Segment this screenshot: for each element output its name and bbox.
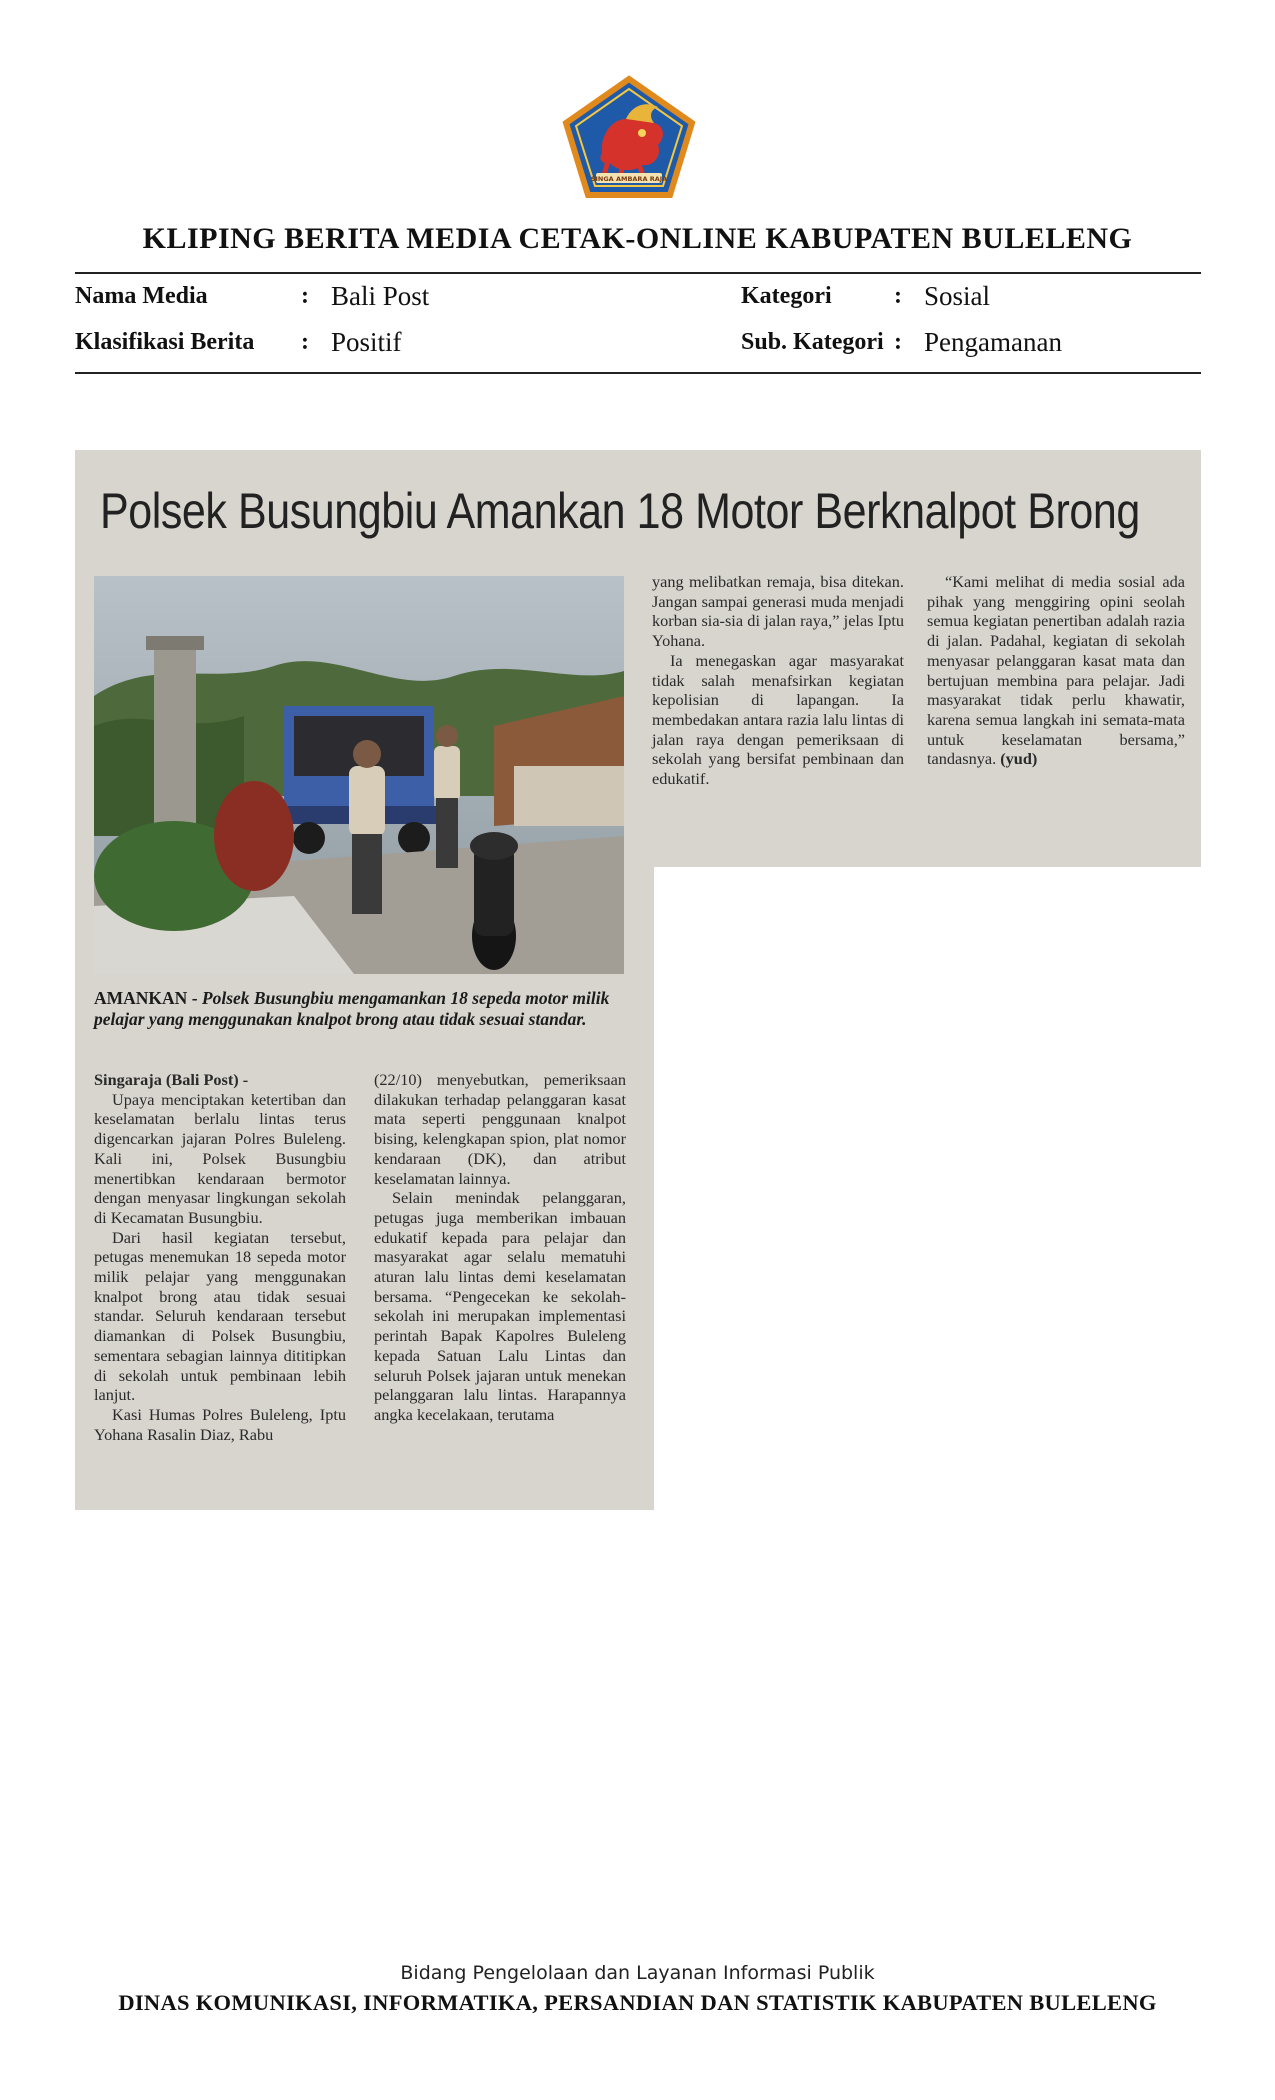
- logo-text: SINGA AMBARA RAJA: [590, 175, 668, 183]
- subcategory-label: Sub. Kategori: [741, 329, 884, 355]
- page-title: KLIPING BERITA MEDIA CETAK-ONLINE KABUPATEN BULELENG: [142, 222, 1133, 255]
- media-colon: :: [301, 283, 309, 309]
- photo-caption: [94, 988, 629, 1030]
- article-column-1: [94, 1070, 346, 1444]
- category-label: Kategori: [741, 283, 832, 309]
- footer-agency: DINAS KOMUNIKASI, INFORMATIKA, PERSANDIAN DAN STATISTIK KABUPATEN BULELENG: [118, 1990, 1157, 2015]
- caption-text: Polsek Busungbiu mengamankan 18 sepeda motor milik pelajar yang menggunakan knalpot brong atau tidak sesuai standar.: [94, 988, 610, 1029]
- article-headline: Polsek Busungbiu Amankan 18 Motor Berknalpot Brong: [100, 483, 1140, 539]
- header-rule-bottom: [75, 372, 1201, 374]
- singa-ambara-raja-emblem-icon: [562, 75, 696, 199]
- article-paragraph: [927, 572, 1185, 769]
- media-value: Bali Post: [331, 281, 430, 311]
- article-paragraph: Kasi Humas Polres Buleleng, Iptu Yohana Rasalin Diaz, Rabu: [94, 1404, 346, 1444]
- article-column-4: [927, 572, 1185, 769]
- classification-value: Positif: [331, 327, 402, 357]
- motorcycle-seizure-photo: [94, 576, 624, 974]
- article-paragraph: Dari hasil kegiatan tersebut, petugas menemukan 18 sepeda motor milik pelajar yang menggunakan knalpot brong atau tidak sesuai standar. Seluruh kendaraan tersebut diamankan di Polsek Busungbiu, sementara sebagian lainnya dititipkan di sekolah untuk pembinaan lebih lanjut.: [94, 1227, 346, 1405]
- subcategory-value: Pengamanan: [924, 327, 1062, 357]
- footer-unit: Bidang Pengelolaan dan Layanan Informasi Publik: [400, 1962, 875, 1984]
- article-column-2: [374, 1070, 626, 1425]
- header-rule-top: [75, 272, 1201, 274]
- article-paragraph: Upaya menciptakan ketertiban dan keselamatan berlalu lintas terus digencarkan jajaran Polres Buleleng. Kali ini, Polsek Busungbiu menertibkan kendaraan bermotor dengan menyasar lingkungan sekolah di Kecamatan Busungbiu.: [94, 1089, 346, 1227]
- article-column-3: [652, 572, 904, 789]
- article-signoff: (yud): [1000, 749, 1038, 769]
- article-paragraph: Ia menegaskan agar masyarakat tidak salah menafsirkan kegiatan kepolisian di lapangan. Ia membedakan antara razia lalu lintas di jalan raya dengan pemeriksaan di sekolah yang bersifat pembinaan dan edukatif.: [652, 650, 904, 789]
- category-colon: :: [894, 283, 902, 309]
- classification-colon: :: [301, 329, 309, 355]
- article-quote: “Kami melihat di media sosial ada pihak yang menggiring opini seolah semua kegiatan penertiban adalah razia di jalan. Padahal, kegiatan di sekolah menyasar pelanggaran kasat mata dan bertujuan membina para pelajar. Jadi masyarakat tidak perlu khawatir, karena semua langkah ini semata-mata untuk keselamatan bersama,” tandasnya.: [927, 572, 1185, 769]
- category-value: Sosial: [924, 281, 991, 311]
- article-paragraph: Selain menindak pelanggaran, petugas juga memberikan imbauan edukatif kepada para pelajar dan masyarakat agar selalu mematuhi aturan lalu lintas demi keselamatan bersama. “Pengecekan ke sekolah-sekolah ini merupakan implementasi perintah Bapak Kapolres Buleleng kepada Satuan Lalu Lintas dan seluruh Polsek jajaran untuk menekan pelanggaran lalu lintas. Harapannya angka kecelakaan, terutama: [374, 1188, 626, 1424]
- classification-label: Klasifikasi Berita: [75, 329, 255, 355]
- article-paragraph: yang melibatkan remaja, bisa ditekan. Jangan sampai generasi muda menjadi korban sia-sia di jalan raya,” jelas Iptu Yohana.: [652, 572, 904, 651]
- subcategory-colon: :: [894, 329, 902, 355]
- media-label: Nama Media: [75, 283, 208, 309]
- article-paragraph: (22/10) menyebutkan, pemeriksaan dilakukan terhadap pelanggaran kasat mata seperti penggunaan knalpot bising, kelengkapan spion, plat nomor kendaraan (DK), dan atribut keselamatan lainnya.: [374, 1070, 626, 1188]
- article-dateline: Singaraja (Bali Post) -: [94, 1070, 249, 1089]
- caption-lead: AMANKAN -: [94, 988, 202, 1008]
